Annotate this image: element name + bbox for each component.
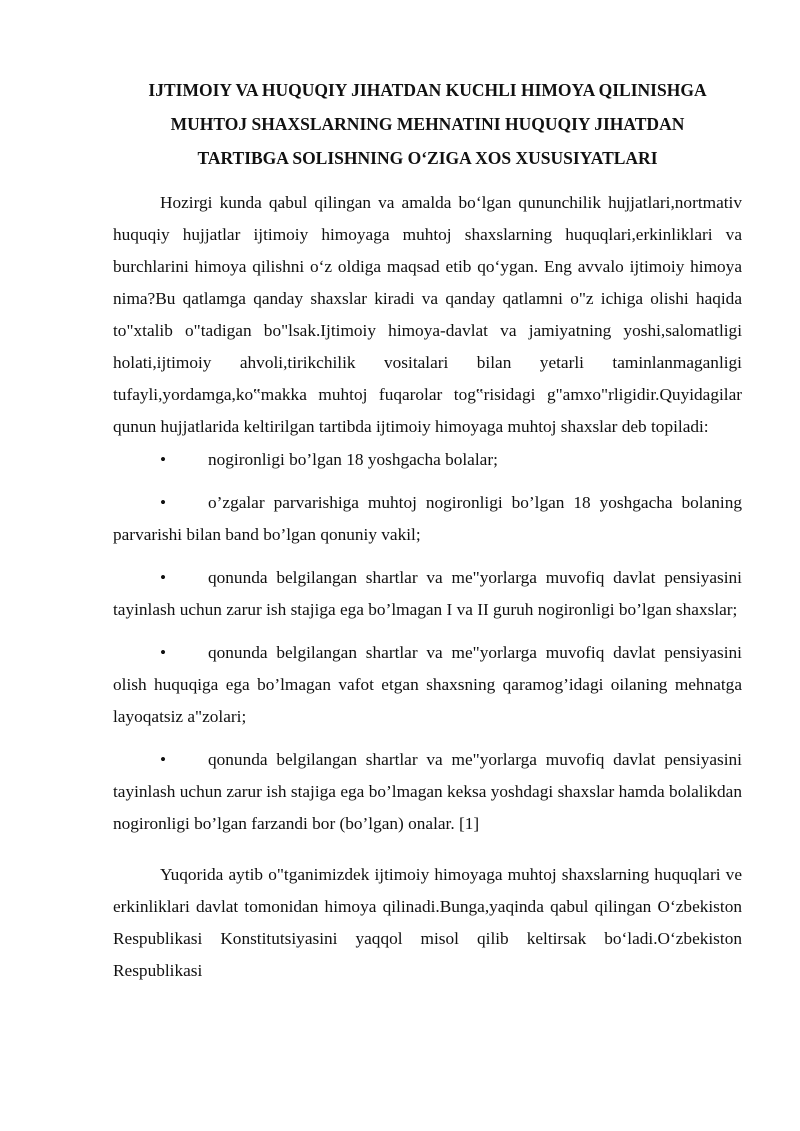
list-item xyxy=(113,444,742,476)
bullet-icon: • xyxy=(160,750,167,769)
title-line-2: MUHTOJ SHAXSLARNING MEHNATINI HUQUQIY JIHATDAN xyxy=(170,114,685,134)
list-item-text: o’zgalar parvarishiga muhtoj nogironligi bo’lgan 18 yoshgacha bolaning parvarishi bilan band bo’lgan qonuniy vakil; xyxy=(113,493,742,544)
list-item-text: qonunda belgilangan shartlar va me"yorlarga muvofiq davlat pensiyasini olish huquqiga ega bo’lmagan vafot etgan shaxsning qaramog’idagi oilaning mehnatga layoqatsiz a"zolari; xyxy=(113,643,742,726)
closing-paragraph: Yuqorida aytib o"tganimizdek ijtimoiy himoyaga muhtoj shaxslarning huquqlari ve erkinliklari davlat tomonidan himoya qilinadi.Bunga,yaqinda qabul qilingan O‘zbekiston Respublikasi Konstitutsiyasini yaqqol misol qilib keltirsak bo‘ladi.O‘zbekiston Respublikasi xyxy=(113,865,742,980)
bullet-icon: • xyxy=(160,643,167,662)
document-title xyxy=(113,70,742,175)
title-line-1: IJTIMOIY VA HUQUQIY JIHATDAN KUCHLI HIMOYA QILINISHGA xyxy=(148,80,707,100)
list-item xyxy=(113,562,742,626)
title-line-3: TARTIBGA SOLISHNING O‘ZIGA XOS XUSUSIYATLARI xyxy=(197,148,658,168)
bullet-icon: • xyxy=(160,493,167,512)
list-item-text: nogironligi bo’lgan 18 yoshgacha bolalar; xyxy=(208,450,498,469)
document-page xyxy=(113,70,742,987)
list-item xyxy=(113,744,742,840)
bullet-list xyxy=(113,444,742,840)
list-item-text: qonunda belgilangan shartlar va me"yorlarga muvofiq davlat pensiyasini tayinlash uchun zarur ish stajiga ega bo’lmagan keksa yoshdagi shaxslar hamda bolalikdan nogironligi bo’lgan farzandi bor (bo’lgan) onalar. [1] xyxy=(113,750,742,833)
list-item-text: qonunda belgilangan shartlar va me"yorlarga muvofiq davlat pensiyasini tayinlash uchun zarur ish stajiga ega bo’lmagan I va II guruh nogironligi bo’lgan shaxslar; xyxy=(113,568,742,619)
list-item xyxy=(113,487,742,551)
intro-paragraph: Hozirgi kunda qabul qilingan va amalda bo‘lgan qununchilik hujjatlari,nortmativ huquqiy hujjatlar ijtimoiy himoyaga muhtoj shaxslarning huquqlari,erkinliklari va burchlarini himoya qilishni o‘z oldiga maqsad etib qo‘ygan. Eng avvalo ijtimoiy himoya nima?Bu qatlamga qanday shaxslar kiradi va qanday qatlamni o"z ichiga olishi haqida to"xtalib o"tadigan bo"lsak.Ijtimoiy himoya-davlat va jamiyatning yoshi,salomatligi holati,ijtimoiy ahvoli,tirikchilik vositalari bilan yetarli taminlanmaganligi tufayli,yordamga,ko‟makka muhtoj fuqarolar tog‟risidagi g"amxo"rligidir.Quyidagilar qunun hujjatlarida keltirilgan tartibda ijtimoiy himoyaga muhtoj shaxslar deb topiladi: xyxy=(113,193,742,436)
list-item xyxy=(113,637,742,733)
bullet-icon: • xyxy=(160,568,167,587)
bullet-icon: • xyxy=(160,450,167,469)
